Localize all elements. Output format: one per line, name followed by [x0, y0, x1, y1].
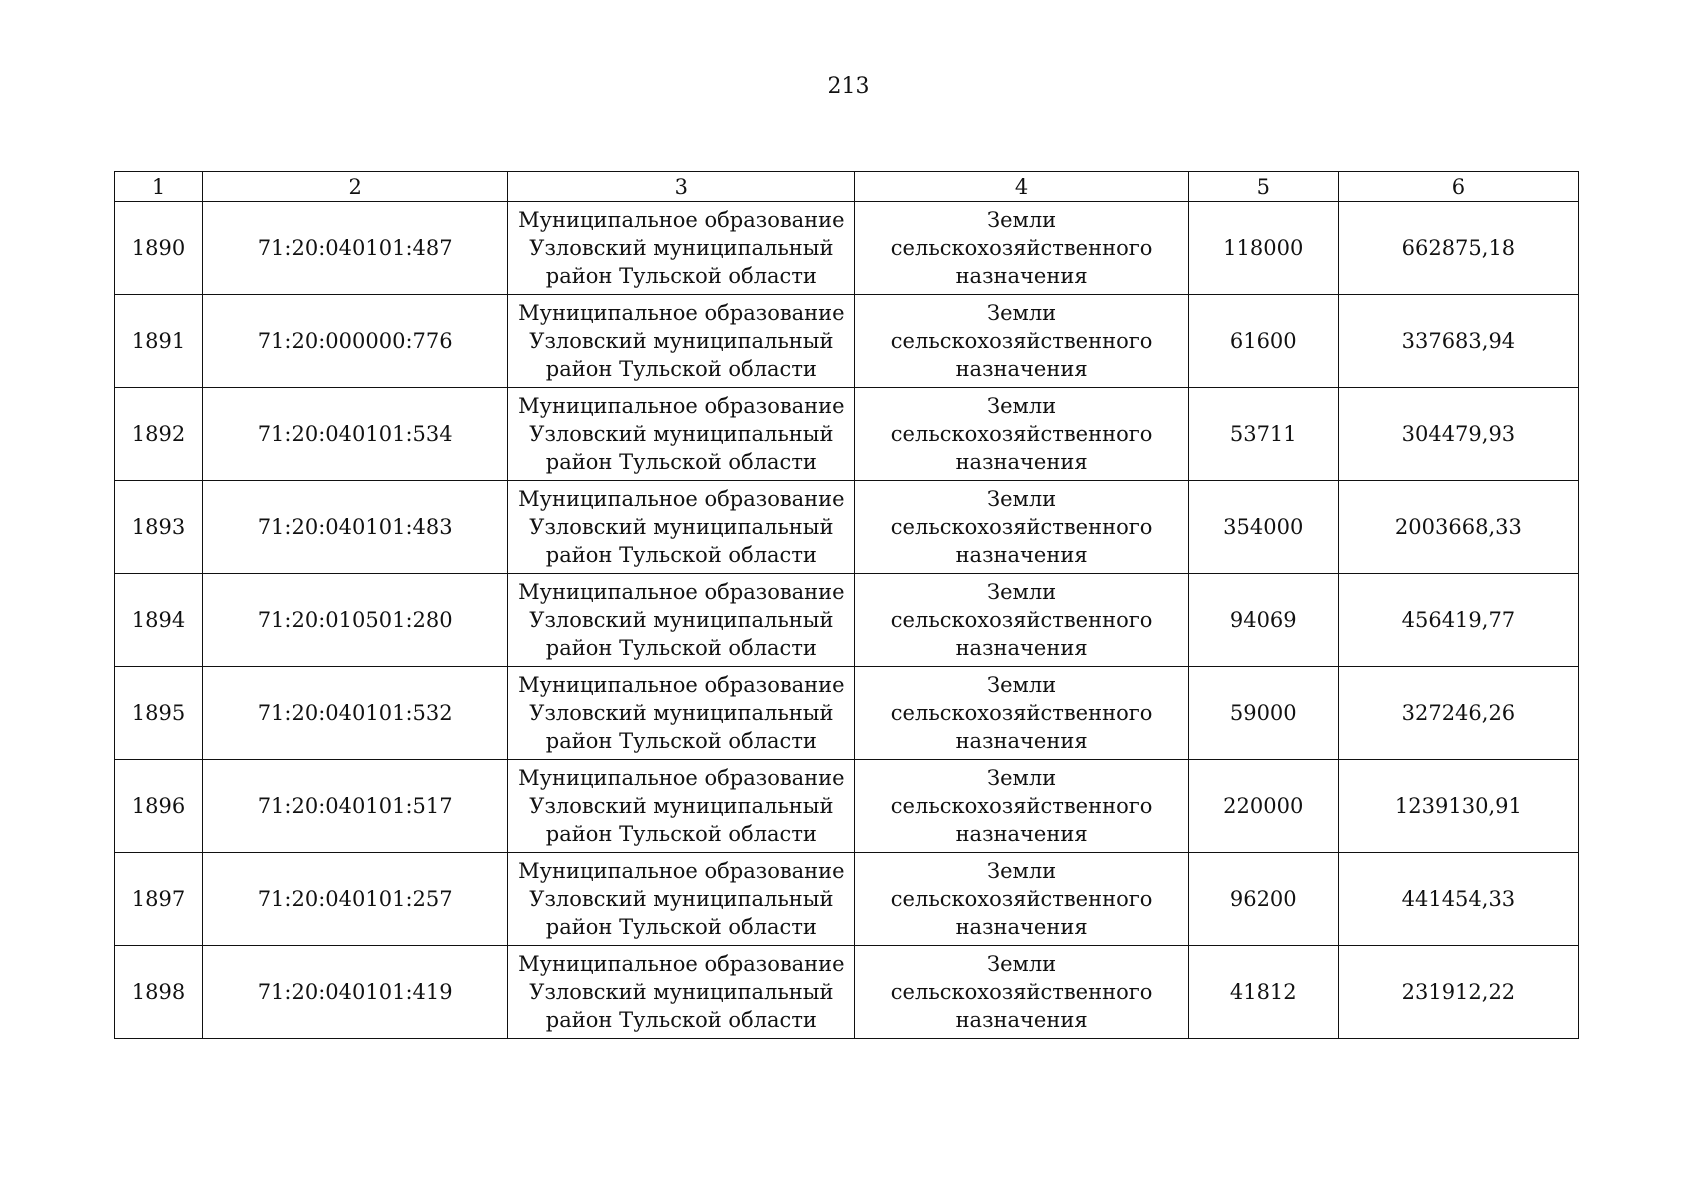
owner-cell-line: Муниципальное образование [518, 580, 845, 604]
owner-cell-line: Муниципальное образование [518, 859, 845, 883]
owner-cell [508, 853, 855, 946]
land-category-cell-line: сельскохозяйственного [890, 422, 1153, 446]
owner-cell-line: Узловский муниципальный [529, 515, 834, 539]
row-number-cell: 1890 [115, 202, 203, 295]
owner-cell-line: район Тульской области [545, 729, 817, 753]
row-number-cell: 1892 [115, 388, 203, 481]
owner-cell-line: Узловский муниципальный [529, 701, 834, 725]
land-category-cell-line: назначения [955, 636, 1088, 660]
table-row [115, 295, 1579, 388]
owner-cell-line: район Тульской области [545, 450, 817, 474]
land-category-cell-line: назначения [955, 1008, 1088, 1032]
cadastral-value-cell: 441454,33 [1338, 853, 1578, 946]
cadastral-number-cell: 71:20:040101:517 [203, 760, 508, 853]
table-row [115, 481, 1579, 574]
table-row [115, 853, 1579, 946]
cadastral-value-cell: 327246,26 [1338, 667, 1578, 760]
land-category-cell [855, 574, 1188, 667]
land-category-cell-line: назначения [955, 450, 1088, 474]
land-category-cell-line: сельскохозяйственного [890, 887, 1153, 911]
table-row [115, 202, 1579, 295]
owner-cell-line: район Тульской области [545, 636, 817, 660]
column-header-4: 4 [855, 172, 1188, 202]
area-cell: 61600 [1188, 295, 1338, 388]
table-header [115, 172, 1579, 202]
owner-cell [508, 481, 855, 574]
owner-cell-line: район Тульской области [545, 915, 817, 939]
land-category-cell [855, 760, 1188, 853]
header-row [115, 172, 1579, 202]
owner-cell-line: Муниципальное образование [518, 952, 845, 976]
row-number-cell: 1895 [115, 667, 203, 760]
row-number-cell: 1894 [115, 574, 203, 667]
row-number-cell: 1896 [115, 760, 203, 853]
cadastral-value-cell: 662875,18 [1338, 202, 1578, 295]
cadastral-value-cell: 2003668,33 [1338, 481, 1578, 574]
cadastral-value-cell: 304479,93 [1338, 388, 1578, 481]
owner-cell-line: район Тульской области [545, 264, 817, 288]
land-category-cell-line: назначения [955, 729, 1088, 753]
cadastral-number-cell: 71:20:000000:776 [203, 295, 508, 388]
table-row [115, 946, 1579, 1039]
table-row [115, 388, 1579, 481]
area-cell: 59000 [1188, 667, 1338, 760]
land-category-cell-line: Земли [987, 394, 1057, 418]
land-category-cell-line: сельскохозяйственного [890, 515, 1153, 539]
column-header-1: 1 [115, 172, 203, 202]
land-category-cell-line: назначения [955, 915, 1088, 939]
column-header-3: 3 [508, 172, 855, 202]
land-category-cell-line: сельскохозяйственного [890, 701, 1153, 725]
row-number-cell: 1893 [115, 481, 203, 574]
owner-cell [508, 667, 855, 760]
area-cell: 118000 [1188, 202, 1338, 295]
land-category-cell [855, 946, 1188, 1039]
land-category-cell [855, 853, 1188, 946]
owner-cell-line: район Тульской области [545, 357, 817, 381]
owner-cell-line: Муниципальное образование [518, 673, 845, 697]
owner-cell-line: Узловский муниципальный [529, 329, 834, 353]
land-category-cell-line: сельскохозяйственного [890, 794, 1153, 818]
land-category-cell-line: сельскохозяйственного [890, 236, 1153, 260]
land-category-cell-line: назначения [955, 264, 1088, 288]
land-category-cell-line: сельскохозяйственного [890, 608, 1153, 632]
land-category-cell-line: Земли [987, 208, 1057, 232]
owner-cell-line: Муниципальное образование [518, 394, 845, 418]
column-header-2: 2 [203, 172, 508, 202]
owner-cell [508, 388, 855, 481]
owner-cell-line: Узловский муниципальный [529, 794, 834, 818]
land-category-cell-line: Земли [987, 487, 1057, 511]
table-body [115, 202, 1579, 1039]
owner-cell [508, 574, 855, 667]
cadastral-number-cell: 71:20:040101:483 [203, 481, 508, 574]
table-row [115, 574, 1579, 667]
row-number-cell: 1898 [115, 946, 203, 1039]
land-category-cell-line: назначения [955, 357, 1088, 381]
land-category-cell-line: Земли [987, 301, 1057, 325]
land-category-cell-line: сельскохозяйственного [890, 329, 1153, 353]
cadastral-number-cell: 71:20:040101:487 [203, 202, 508, 295]
table-row [115, 760, 1579, 853]
cadastral-number-cell: 71:20:040101:534 [203, 388, 508, 481]
cadastral-value-cell: 1239130,91 [1338, 760, 1578, 853]
cadastral-number-cell: 71:20:040101:532 [203, 667, 508, 760]
column-header-5: 5 [1188, 172, 1338, 202]
owner-cell-line: Узловский муниципальный [529, 608, 834, 632]
owner-cell-line: район Тульской области [545, 543, 817, 567]
land-category-cell [855, 481, 1188, 574]
area-cell: 41812 [1188, 946, 1338, 1039]
owner-cell [508, 202, 855, 295]
land-category-cell-line: сельскохозяйственного [890, 980, 1153, 1004]
area-cell: 354000 [1188, 481, 1338, 574]
land-category-cell-line: назначения [955, 543, 1088, 567]
land-category-cell-line: Земли [987, 766, 1057, 790]
cadastral-value-cell: 337683,94 [1338, 295, 1578, 388]
land-category-cell [855, 202, 1188, 295]
land-category-cell-line: назначения [955, 822, 1088, 846]
land-category-cell-line: Земли [987, 859, 1057, 883]
land-category-cell-line: Земли [987, 580, 1057, 604]
owner-cell [508, 295, 855, 388]
land-category-cell [855, 667, 1188, 760]
cadastral-number-cell: 71:20:010501:280 [203, 574, 508, 667]
area-cell: 96200 [1188, 853, 1338, 946]
area-cell: 94069 [1188, 574, 1338, 667]
cadastral-value-cell: 231912,22 [1338, 946, 1578, 1039]
cadastral-value-cell: 456419,77 [1338, 574, 1578, 667]
owner-cell-line: Узловский муниципальный [529, 236, 834, 260]
owner-cell-line: район Тульской области [545, 822, 817, 846]
area-cell: 220000 [1188, 760, 1338, 853]
table-row [115, 667, 1579, 760]
owner-cell-line: Муниципальное образование [518, 766, 845, 790]
row-number-cell: 1897 [115, 853, 203, 946]
owner-cell-line: Муниципальное образование [518, 301, 845, 325]
owner-cell-line: Узловский муниципальный [529, 422, 834, 446]
owner-cell-line: Узловский муниципальный [529, 980, 834, 1004]
land-category-cell [855, 295, 1188, 388]
land-category-cell-line: Земли [987, 952, 1057, 976]
cadastral-number-cell: 71:20:040101:419 [203, 946, 508, 1039]
land-category-cell [855, 388, 1188, 481]
owner-cell [508, 946, 855, 1039]
owner-cell-line: Узловский муниципальный [529, 887, 834, 911]
owner-cell [508, 760, 855, 853]
land-category-cell-line: Земли [987, 673, 1057, 697]
column-header-6: 6 [1338, 172, 1578, 202]
page-number: 213 [827, 74, 870, 99]
land-registry-table [114, 171, 1579, 1039]
owner-cell-line: район Тульской области [545, 1008, 817, 1032]
owner-cell-line: Муниципальное образование [518, 208, 845, 232]
area-cell: 53711 [1188, 388, 1338, 481]
cadastral-number-cell: 71:20:040101:257 [203, 853, 508, 946]
owner-cell-line: Муниципальное образование [518, 487, 845, 511]
row-number-cell: 1891 [115, 295, 203, 388]
